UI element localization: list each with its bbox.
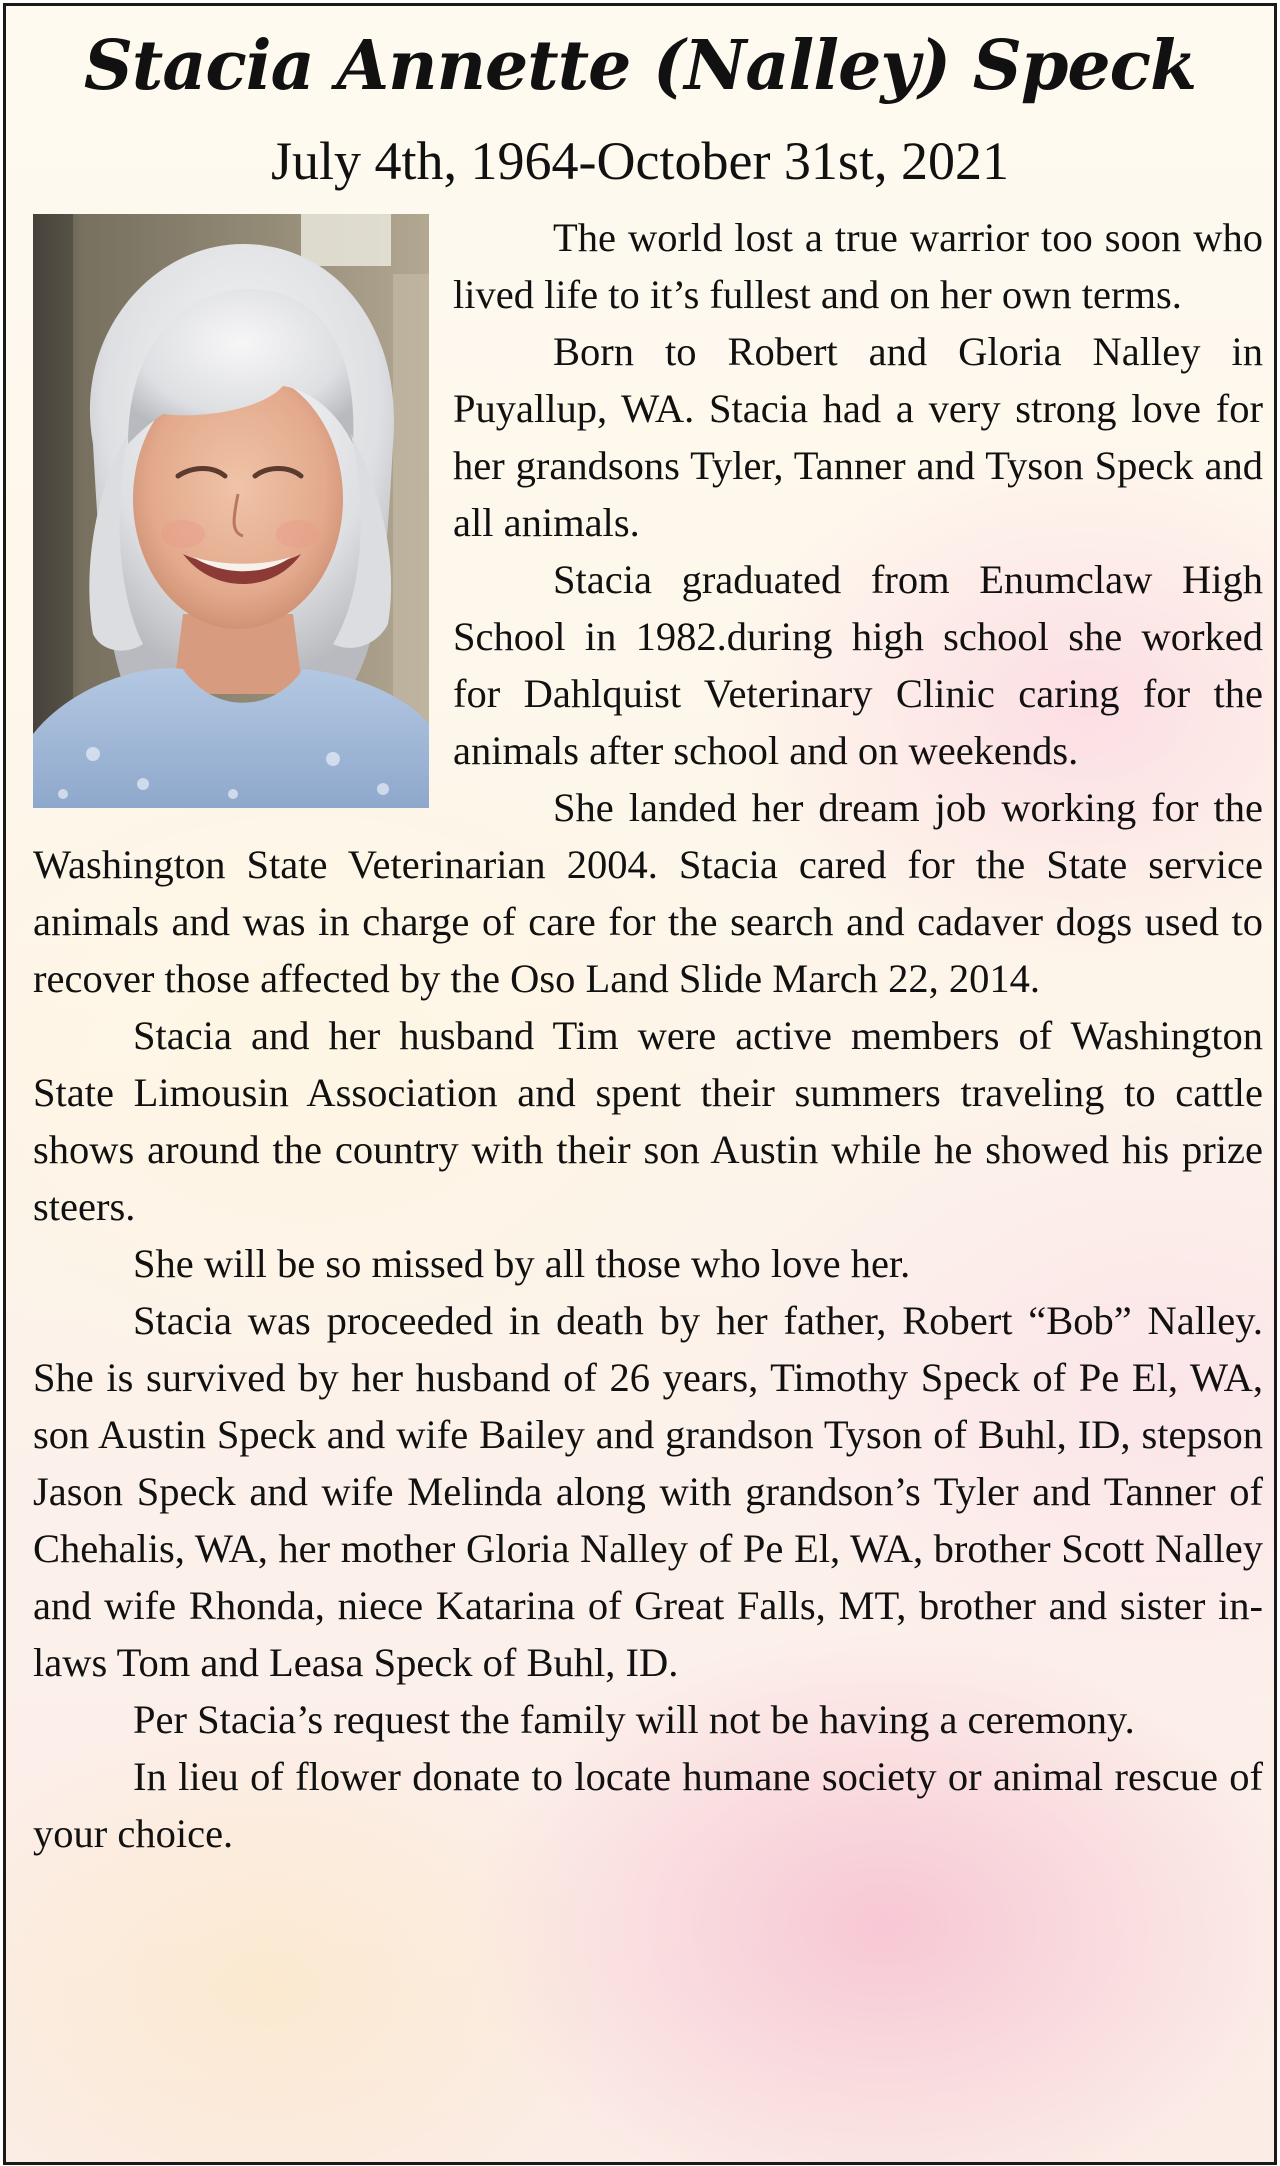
paragraph-intro: The world lost a true warrior too soon who lived life to it’s fullest and on her own terms.	[453, 215, 1263, 317]
paragraph-family-activities: Stacia and her husband Tim were active members of Washington State Limousin Association and spent their summers traveling to cattle shows around the country with their son Austin while he showed his prize steers.	[33, 1013, 1263, 1229]
obituary-dates: July 4th, 1964-October 31st, 2021	[271, 131, 1009, 191]
paragraph-career: She landed her dream job working for the Washington State Veterinarian 2004. Stacia cared for the State service animals and was in charge of care for the search and cadaver dogs used to recover those affected by the Oso Land Slide March 22, 2014.	[33, 785, 1263, 1001]
paragraph-education: Stacia graduated from Enumclaw High School in 1982.during high school she worked for Dahlquist Veterinary Clinic caring for the animals after school and on weekends.	[453, 557, 1263, 773]
obituary-name: Stacia Annette (Nalley) Speck	[83, 26, 1197, 106]
paragraph-missed: She will be so missed by all those who love her.	[133, 1241, 911, 1286]
photo-spacer	[33, 209, 453, 827]
paragraph-ceremony: Per Stacia’s request the family will not be having a ceremony.	[133, 1697, 1135, 1742]
obituary-card	[3, 3, 1277, 2165]
paragraph-donations: In lieu of flower donate to locate humane society or animal rescue of your choice.	[33, 1754, 1263, 1856]
paragraph-birth: Born to Robert and Gloria Nalley in Puyallup, WA. Stacia had a very strong love for her grandsons Tyler, Tanner and Tyson Speck and all animals.	[453, 329, 1263, 545]
obituary-body	[33, 209, 1263, 1862]
paragraph-survivors: Stacia was proceeded in death by her father, Robert “Bob” Nalley. She is survived by her husband of 26 years, Timothy Speck of Pe El, WA, son Austin Speck and wife Bailey and grandson Tyson of Buhl, ID, stepson Jason Speck and wife Melinda along with grandson’s Tyler and Tanner of Chehalis, WA, her mother Gloria Nalley of Pe El, WA, brother Scott Nalley and wife Rhonda, niece Katarina of Great Falls, MT, brother and sister in-laws Tom and Leasa Speck of Buhl, ID.	[33, 1298, 1263, 1685]
